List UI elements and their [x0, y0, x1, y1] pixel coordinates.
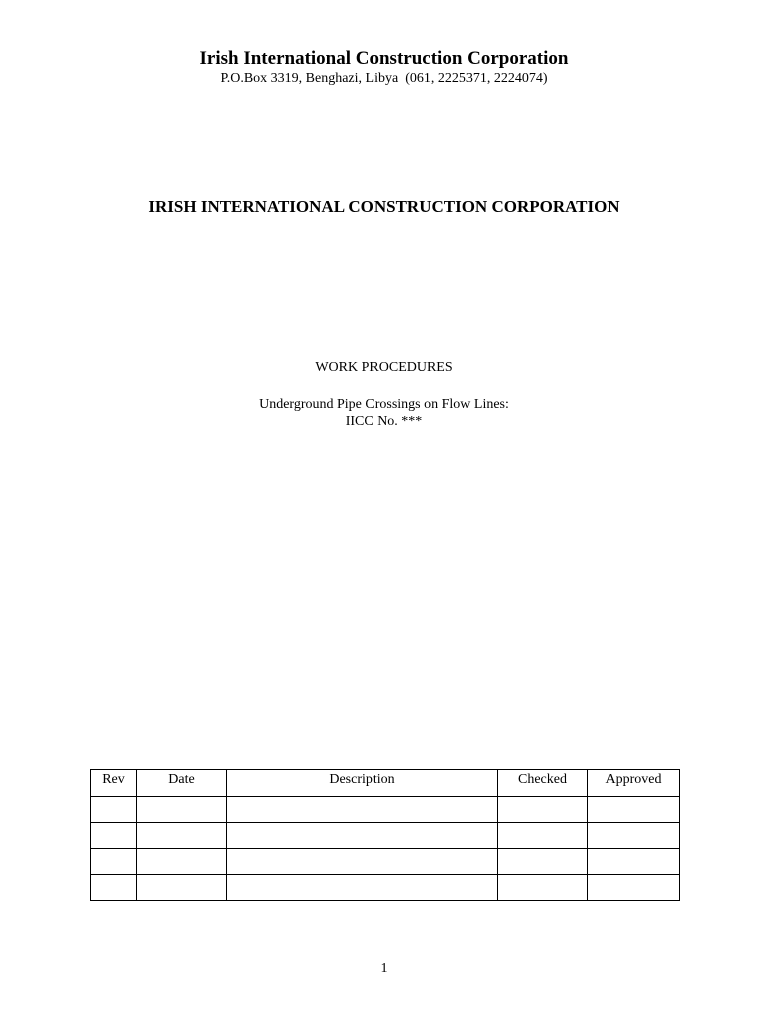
table-header-row [91, 770, 680, 797]
table-cell [137, 849, 227, 875]
table-row [91, 849, 680, 875]
table-cell [227, 823, 498, 849]
table-cell [91, 797, 137, 823]
column-header-approved: Approved [588, 770, 680, 797]
table-cell [137, 875, 227, 901]
table-cell [498, 823, 588, 849]
table-cell [498, 849, 588, 875]
table-cell [91, 849, 137, 875]
page-number: 1 [380, 961, 388, 976]
table-cell [588, 823, 680, 849]
main-heading: IRISH INTERNATIONAL CONSTRUCTION CORPORATION [148, 197, 620, 216]
table-cell [227, 849, 498, 875]
table-cell [588, 797, 680, 823]
document-subject: Underground Pipe Crossings on Flow Lines: [259, 397, 509, 412]
table-cell [588, 849, 680, 875]
revision-table [90, 769, 680, 901]
document-number: IICC No. *** [345, 414, 423, 429]
table-cell [137, 823, 227, 849]
column-header-description: Description [227, 770, 498, 797]
company-address: P.O.Box 3319, Benghazi, Libya (061, 2225371, 2224074) [220, 71, 548, 86]
column-header-checked: Checked [498, 770, 588, 797]
column-header-rev: Rev [91, 770, 137, 797]
document-type: WORK PROCEDURES [315, 360, 453, 375]
table-row [91, 875, 680, 901]
table-cell [498, 797, 588, 823]
table-row [91, 823, 680, 849]
column-header-date: Date [137, 770, 227, 797]
table-cell [498, 875, 588, 901]
company-name: Irish International Construction Corporation [199, 48, 569, 69]
table-cell [137, 797, 227, 823]
table-cell [227, 797, 498, 823]
table-cell [588, 875, 680, 901]
table-cell [91, 823, 137, 849]
table-cell [91, 875, 137, 901]
table-row [91, 797, 680, 823]
table-cell [227, 875, 498, 901]
